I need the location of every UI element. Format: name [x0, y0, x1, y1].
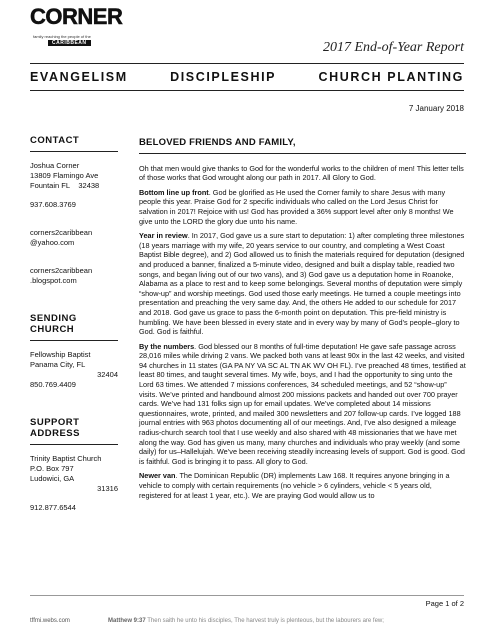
- website-link[interactable]: tffmi.webs.com: [30, 618, 70, 624]
- sidebar: [30, 135, 118, 513]
- sending-heading: SENDING CHURCH: [30, 313, 77, 335]
- verse-reference: Matthew 9:37: [108, 618, 146, 624]
- blog-link-line1[interactable]: corners2caribbean: [30, 266, 93, 275]
- footer-divider: [30, 595, 464, 596]
- contact-phone: 937.608.3769: [30, 200, 76, 209]
- bottom-line-lead: Bottom line up front: [139, 187, 209, 197]
- contact-city-line: [30, 181, 118, 191]
- greeting-rule: [139, 153, 466, 154]
- sending-rule: [30, 340, 118, 341]
- contact-street: 13809 Flamingo Ave: [30, 171, 99, 180]
- year-in-review-lead: Year in review: [139, 231, 188, 241]
- header-divider: [30, 63, 464, 64]
- letter-date: 7 January 2018: [408, 104, 464, 113]
- contact-city: Fountain FL: [30, 181, 71, 190]
- report-title: 2017 End-of-Year Report: [322, 40, 464, 55]
- pillar-church-planting: CHURCH PLANTING: [318, 70, 464, 84]
- corner-logo: [30, 4, 123, 58]
- year-in-review-paragraph: Year in review. In 2017, God gave us a sure start to deputation: 1) after completing three milestones (18 years marriage with my wife, 20 years service to our country, and completing a West Coast Baptist Bible degree), and 2) God allowed us to finish the materials required for deputation (designed and produced a banner, finalized a 5-minute video, designed and built a display table, readied two songs, and began living out of our two vans), and 3) God gave us a deputation home in Roanoke, Alabama as a place to rest and to keep some belongings. Several months of deputation were simply “show-up” and worship meetings. God used those early meetings. He turned a couple meetings into presentation and preaching the very same day. And, the others He added to our schedule for 2017 and 2018. God gave us grace to pass the 6-month point on deputation. This pre-field ministry is humbling. We have been blessed in every state and in every way by many of God’s people–glory to God. God is faithful.: [139, 231, 465, 337]
- footer-verse: [108, 618, 384, 624]
- contact-name: Joshua Corner: [30, 161, 80, 170]
- newer-van-paragraph: Newer van. The Dominican Republic (DR) implements Law 168. It requires anyone bringing in a vehicle to comply with certain requirements (no vehicle > 6 cylinders, vehicle < 5 years old, registered for at least 1 year, etc.). We are praying God would allow us to: [139, 471, 450, 500]
- logo-subtitle: family reaching the people of the: [33, 34, 91, 39]
- by-the-numbers-lead: By the numbers: [139, 341, 195, 351]
- blog-link-line2[interactable]: .blogspot.com: [30, 276, 77, 285]
- support-rule: [30, 444, 118, 445]
- support-church-name: Trinity Baptist Church: [30, 454, 102, 463]
- page-number: Page 1 of 2: [425, 599, 464, 608]
- contact-rule: [30, 151, 118, 152]
- sending-church-name: Fellowship Baptist: [30, 350, 91, 359]
- newer-van-lead: Newer van: [139, 471, 176, 481]
- intro-paragraph: Oh that men would give thanks to God for the wonderful works to the children of men! This letter tells of those works that God wrought along our path in 2017. All Glory to God.: [139, 163, 464, 183]
- ministry-pillars: [30, 70, 464, 84]
- support-zip: 31316: [97, 484, 118, 493]
- support-po-box: P.O. Box 797: [30, 464, 74, 473]
- support-phone: 912.877.6544: [30, 503, 76, 512]
- support-heading: SUPPORT ADDRESS: [30, 417, 80, 439]
- by-the-numbers-paragraph: By the numbers. God blessed our 8 months of full-time deputation! He gave safe passage across 28,016 miles while driving 2 vans. We packed both vans at least 90x in the last 42 weeks, and visited 94 churches in 11 states (GA PA NY VA SC AL TN AK WV OH FL). I’ve preached 48 times, testified at least 80 times, and taught several times. My wife, boys, and I had the opportunity to sing unto the Lord 63 times. We attended 7 missions conferences, 34 scheduled meetings, and 52 “show-up” visits. We’ve printed and handbound almost 200 missions packets and handed out over 700 prayer cards. We’ve had 131 folks sign up for email updates. We’ve completed about 14 missions questionnaires, wrote, printed, and mailed 300 newsletters and 207 follow-up cards. I’ve logged 188 journal entries with 963 photos documenting all of our meetings. And, I’ve also designed a mileage radius-church search tool that I use weekly and also shared with 48 missionaries that we have met along the way. God has given us many, many churches and individuals who pray weekly (and some daily) for us–Hallelujah. We’ve been receiving steadily increasing levels of support. God is good. God is faithful. God is bringing it to pass. All glory to God.: [139, 341, 466, 466]
- verse-text: Then saith he unto his disciples, The harvest truly is plenteous, but the labourers are few;: [145, 618, 384, 624]
- pillar-discipleship: DISCIPLESHIP: [170, 70, 277, 84]
- sending-church-phone: 850.769.4409: [30, 380, 76, 389]
- pillars-divider: [30, 90, 464, 91]
- letter-greeting: BELOVED FRIENDS AND FAMILY,: [139, 137, 296, 148]
- contact-email-line2[interactable]: @yahoo.com: [30, 238, 75, 247]
- logo-tag: CARIBBEAN: [48, 40, 91, 46]
- footer: [30, 618, 384, 624]
- support-city: Ludowici, GA: [30, 474, 75, 483]
- sending-church-zip: 32404: [97, 370, 118, 379]
- sending-church-city: Panama City, FL: [30, 360, 86, 369]
- contact-zip: 32438: [78, 181, 100, 190]
- pillar-evangelism: EVANGELISM: [30, 70, 128, 84]
- bottom-line-paragraph: Bottom line up front. God be glorified as He used the Corner family to share Jesus with many people this year. Praise God for 2 specific individuals who called on the Lord Jesus Christ for salvation in 2017! Rejoice with us! God has provided a 36% support level after only 8 months! We give unto the LORD the glory due unto his name.: [139, 187, 454, 226]
- letter-body: [139, 138, 466, 505]
- contact-heading: CONTACT: [30, 135, 80, 146]
- contact-email-line1[interactable]: corners2caribbean: [30, 228, 93, 237]
- logo-wordmark: CORNER: [30, 4, 123, 29]
